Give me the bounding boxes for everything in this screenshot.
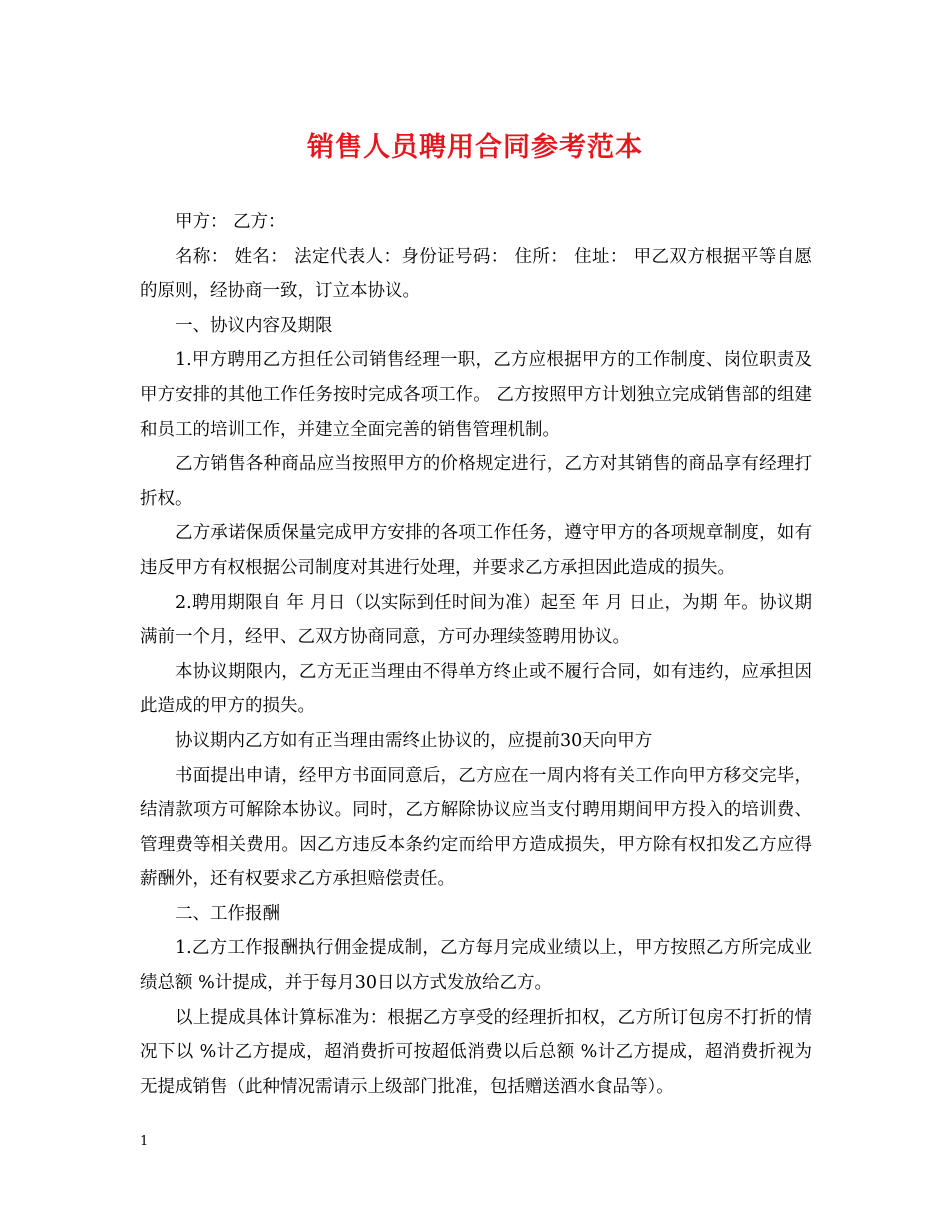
party-line: 甲方： 乙方： xyxy=(175,212,286,232)
clause-pricing: 乙方销售各种商品应当按照甲方的价格规定进行，乙方对其销售的商品享有经理打折权。 xyxy=(140,454,812,509)
clause-1-1: 1.甲方聘用乙方担任公司销售经理一职，乙方应根据甲方的工作制度、岗位职责及甲方安排的其他工作任务按时完成各项工作。 乙方按照甲方计划独立完成销售部的组建和员工的培训工作，并建立全面完善的销售管理机制。 xyxy=(140,350,812,440)
section-heading-2: 二、工作报酬 xyxy=(175,903,280,924)
clause-termination-notice: 协议期内乙方如有正当理由需终止协议的，应提前30天向甲方 xyxy=(175,730,653,751)
clause-duty: 乙方承诺保质保量完成甲方安排的各项工作任务，遵守甲方的各项规章制度，如有违反甲方有权根据公司制度对其进行处理，并要求乙方承担因此造成的损失。 xyxy=(140,523,812,578)
document-title: 销售人员聘用合同参考范本 xyxy=(307,132,643,163)
clause-no-termination: 本协议期限内，乙方无正当理由不得单方终止或不履行合同，如有违约，应承担因此造成的甲方的损失。 xyxy=(140,661,812,717)
clause-2-1: 1.乙方工作报酬执行佣金提成制，乙方每月完成业绩以上，甲方按照乙方所完成业绩总额 %计提成，并于每月30日以方式发放给乙方。 xyxy=(140,938,812,994)
party-details-paragraph: 名称： 姓名： 法定代表人：身份证号码： 住所： 住址： 甲乙双方根据平等自愿的原则，经协商一致，订立本协议。 xyxy=(140,246,812,302)
document-body xyxy=(140,205,812,1104)
clause-termination-procedure: 书面提出申请，经甲方书面同意后，乙方应在一周内将有关工作向甲方移交完毕，结清款项方可解除本协议。同时，乙方解除协议应当支付聘用期间甲方投入的培训费、管理费等相关费用。因乙方违反本条约定而给甲方造成损失，甲方除有权扣发乙方应得薪酬外，还有权要求乙方承担赔偿责任。 xyxy=(140,765,812,890)
page-number: 1 xyxy=(140,1134,149,1149)
section-heading-1: 一、协议内容及期限 xyxy=(175,315,333,336)
clause-1-2: 2.聘用期限自 年 月日（以实际到任时间为准）起至 年 月 日止，为期 年。协议期满前一个月，经甲、乙双方协商同意，方可办理续签聘用协议。 xyxy=(140,592,812,648)
clause-commission-standard: 以上提成具体计算标准为：根据乙方享受的经理折扣权，乙方所订包房不打折的情况下以 %计乙方提成，超消费折可按超低消费以后总额 %计乙方提成，超消费折视为无提成销售（此种情况需请示上级部门批准，包括赠送酒水食品等）。 xyxy=(140,1007,812,1097)
